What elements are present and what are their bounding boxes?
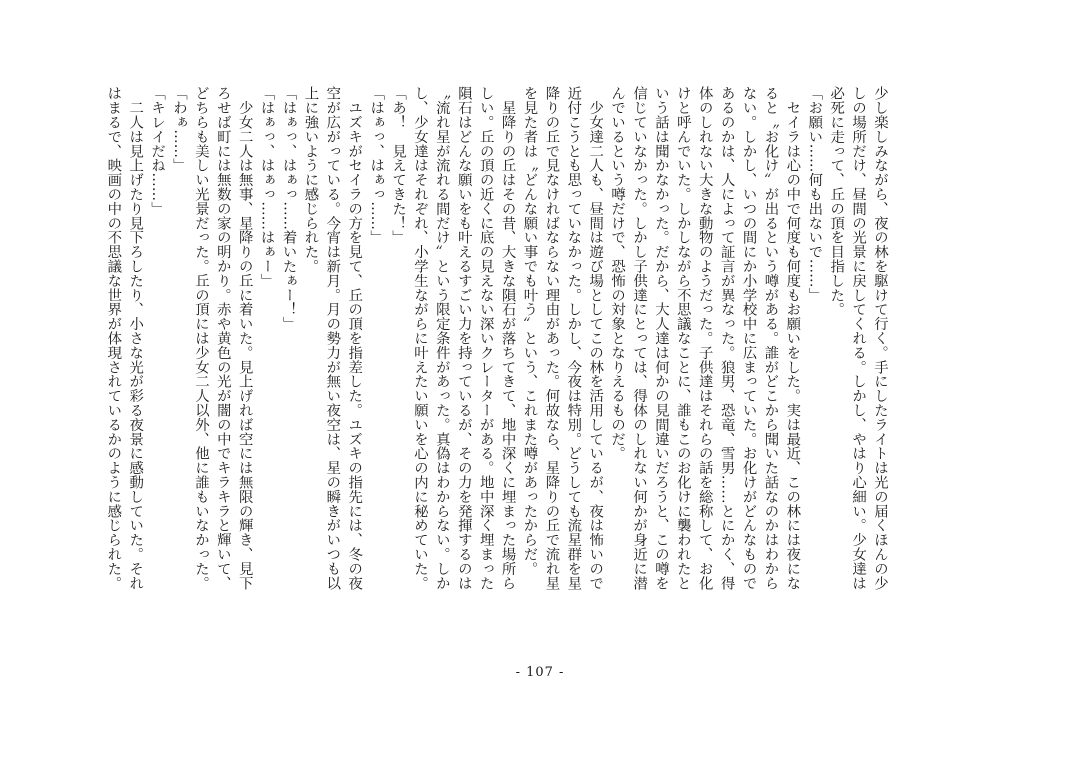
text-line: 「お願い……何も出ないで……」: [806, 86, 823, 302]
text-line: 近付こうとも思っていなかった。しかし、今夜は特別。どうしても流星群を星: [565, 86, 582, 590]
text-line: けと呼んでいた。しかしながら不思議なことに、誰もこのお化けに襲われたと: [674, 86, 691, 590]
text-line: しい。丘の頂の近くに底の見えない深いクレーターがある。地中深く埋まった: [477, 86, 494, 590]
text-line: 少女達二人も、昼間は遊び場としてこの林を活用しているが、夜は怖いので: [587, 86, 604, 590]
text-line: あるのかは、人によって証言が異なった。狼男、恐竜、雪男……とにかく、得: [718, 86, 735, 590]
text-line: セイラは心の中で何度も何度もお願いをした。実は最近、この林には夜にな: [784, 86, 801, 590]
text-line: ユズキがセイラの方を見て、丘の頂を指差した。ユズキの指先には、冬の夜: [346, 86, 363, 590]
text-line: 必死に走って、丘の頂を目指した。: [828, 86, 845, 317]
text-line: 空が広がっている。今宵は新月。月の勢力が無い夜空は、星の瞬きがいつも以: [324, 86, 341, 590]
text-line: しの場所だけ、昼間の光景に戻してくれる。しかし、やはり心細い。少女達は: [850, 86, 867, 590]
text-line: 二人は見上げたり見下ろしたり、小さな光が彩る夜景に感動していた。それ: [127, 86, 144, 590]
text-line: 「はぁっ、はぁっ……着いたぁー！」: [280, 86, 297, 331]
text-line: 星降りの丘はその昔、大きな隕石が落ちてきて、地中深くに埋まった場所ら: [499, 86, 516, 590]
text-line: 「わぁ……」: [171, 86, 187, 173]
text-line: どちらも美しい光景だった。丘の頂には少女二人以外、他に誰もいなかった。: [192, 86, 209, 590]
vertical-body-text: [105, 86, 890, 654]
text-line: 上に強いように感じられた。: [302, 86, 319, 274]
text-line: 「キレイだね……」: [149, 86, 166, 216]
text-line: 体のしれない大きな動物のようだった。子供達はそれらの話を総称して、お化: [696, 86, 713, 590]
text-line: はまるで、映画の中の不思議な世界が体現されているかのように感じられた。: [105, 86, 122, 590]
text-line: 「はぁっ、はぁっ……はぁー」: [258, 86, 275, 288]
text-line: 降りの丘で見なければならない理由があった。何故なら、星降りの丘で流れ星: [543, 86, 560, 590]
text-line: 信じていなかった。しかし子供達にとっては、得体のしれない何かが身近に潜: [631, 86, 648, 590]
page-number: - 107 -: [515, 665, 565, 680]
text-line: を見た者は〝どんな願い事でも叶う〟という、これまた噂があったからだ。: [521, 86, 538, 576]
text-line: 少し楽しみながら、夜の林を駆けて行く。手にしたライトは光の届くほんの少: [872, 86, 888, 590]
text-line: 隕石はどんな願いをも叶えるすごい力を持っているが、その力を発揮するのは: [455, 86, 472, 590]
text-line: 「あ！ 見えてきた！」: [390, 86, 407, 245]
text-line: いう話は聞かなかった。だから、大人達は何かの見間違いだろうと、この噂を: [652, 86, 669, 590]
text-line: ろせば町には無数の家の明かり。赤や黄色の光が闇の中でキラキラと輝いて、: [214, 86, 231, 590]
text-line: ない。しかし、いつの間にか小学校中に広まっていた。お化けがどんなもので: [740, 86, 757, 590]
text-line: んでいるという噂だけで、恐怖の対象となりえるものだ。: [609, 86, 626, 461]
text-line: 少女二人は無事、星降りの丘に着いた。見上げれば空には無限の輝き、見下: [236, 86, 253, 590]
text-line: 〝流れ星が流れる間だけ〟という限定条件があった。真偽はわからない。しか: [433, 86, 450, 590]
text-line: 「はぁっ、はぁっ……」: [368, 86, 385, 245]
text-line: し、少女達はそれぞれ、小学生ながらに叶えたい願いを心の内に秘めていた。: [411, 86, 428, 590]
text-line: ると〝お化け〟が出るという噂がある。誰がどこから聞いた話なのかはわから: [762, 86, 779, 590]
